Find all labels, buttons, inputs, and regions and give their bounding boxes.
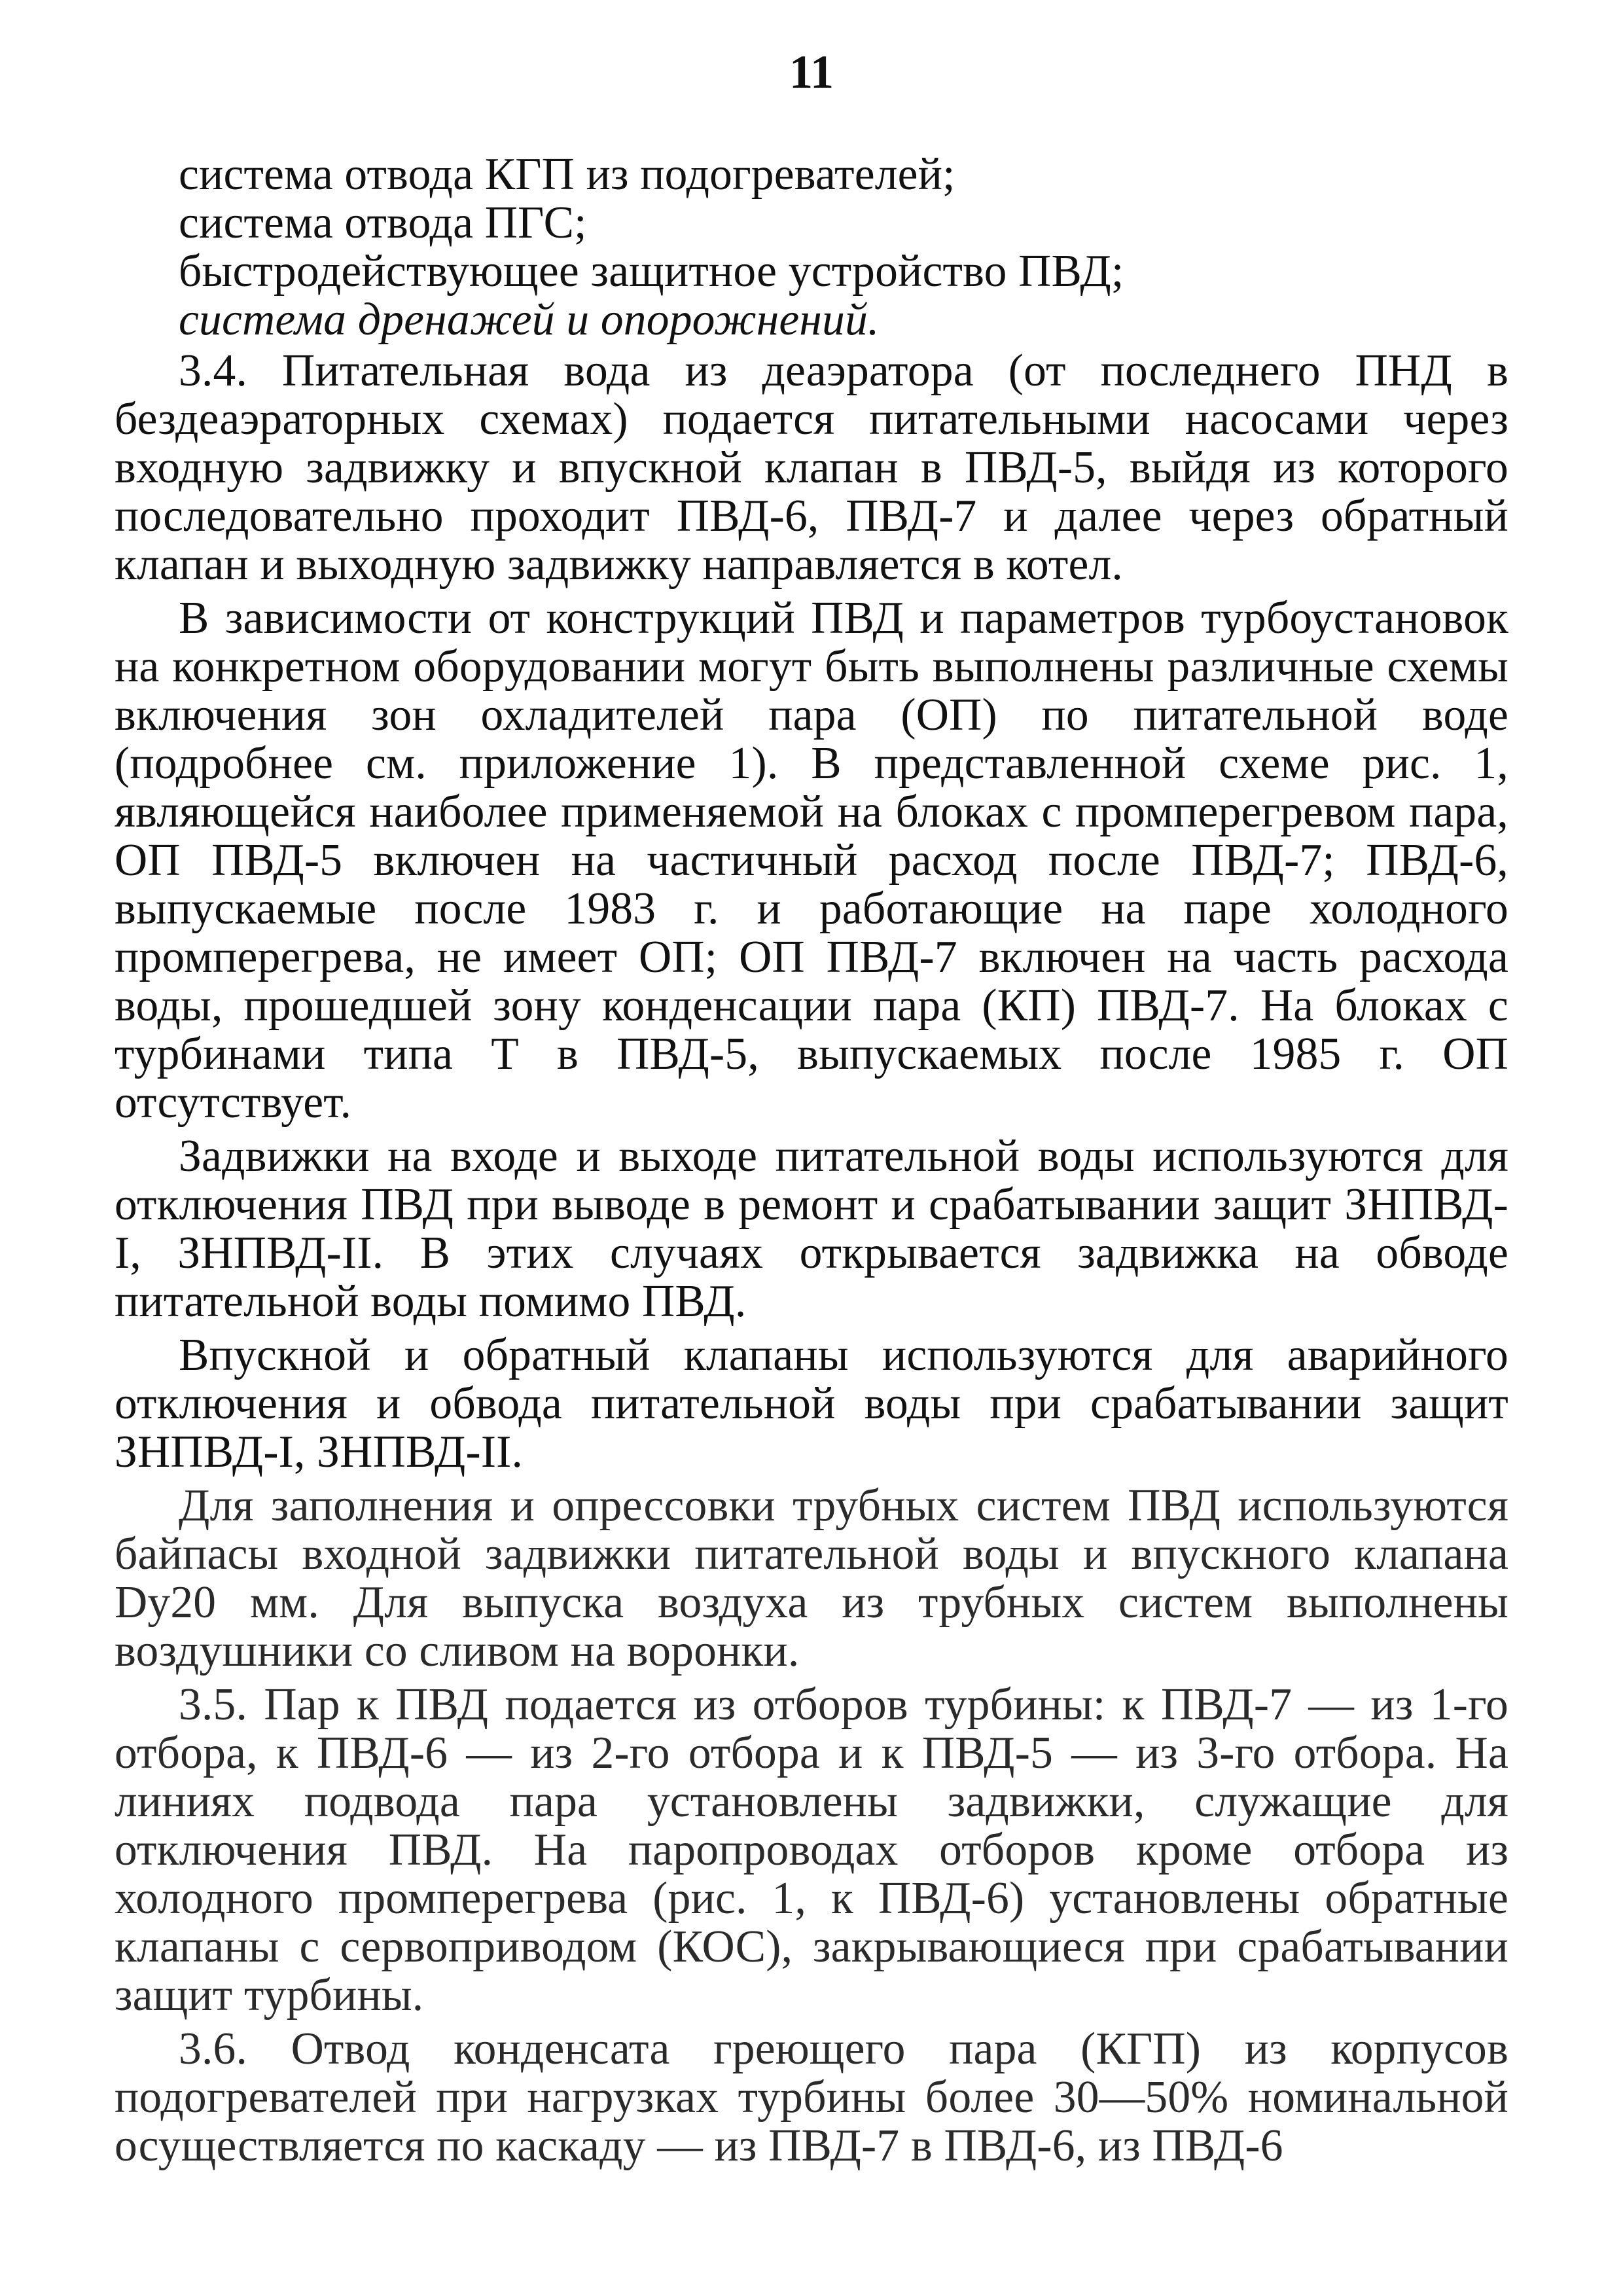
paragraph-inlet-check-valves: Впускной и обратный клапаны используются для аварийного отключения и обвода питательной воды при срабатывании защит ЗНПВД-I, ЗНПВД-II. bbox=[115, 1330, 1508, 1477]
paragraph-valves: Задвижки на входе и выходе питательной воды используются для отключения ПВД при выводе в ремонт и срабатывании защит ЗНПВД-I, ЗНПВД-II. В этих случаях открывается задвижка на обводе питательной воды помимо ПВД. bbox=[115, 1131, 1508, 1327]
systems-list bbox=[115, 151, 1508, 344]
paragraph-3-5: 3.5. Пар к ПВД подается из отборов турбины: к ПВД-7 — из 1-го отбора, к ПВД-6 — из 2-го отбора и к ПВД-5 — из 3-го отбора. На линиях подвода пара установлены задвижки, служащие для отключения ПВД. На паропроводах отборов кроме отбора из холодного промперегрева (рис. 1, к ПВД-6) установлены обратные клапаны с сервоприводом (КОС), закрывающиеся при срабатывании защит турбины. bbox=[115, 1679, 1508, 2020]
paragraph-3-6: 3.6. Отвод конденсата греющего пара (КГП) из корпусов подогревателей при нагрузках турбины более 30—50% номинальной осуществляется по каскаду — из ПВД-7 в ПВД-6, из ПВД-6 bbox=[115, 2024, 1508, 2171]
page-number: 11 bbox=[789, 46, 834, 98]
list-item: быстродействующее защитное устройство ПВД; bbox=[179, 246, 1124, 296]
list-item: система отвода ПГС; bbox=[179, 198, 587, 248]
list-item: система отвода КГП из подогревателей; bbox=[179, 149, 955, 200]
paragraph-3-4: 3.4. Питательная вода из деаэратора (от последнего ПНД в бездеаэраторных схемах) подается питательными насосами через входную задвижку и впускной клапан в ПВД-5, выйдя из которого последовательно проходит ПВД-6, ПВД-7 и далее через обратный клапан и выходную задвижку направляется в котел. bbox=[115, 346, 1508, 590]
paragraph-filling: Для заполнения и опрессовки трубных систем ПВД используются байпасы входной задвижки питательной воды и впускного клапана Dу20 мм. Для выпуска воздуха из трубных систем выполнены воздушники со сливом на воронки. bbox=[115, 1480, 1508, 1676]
list-item: система дренажей и опорожнений. bbox=[179, 295, 880, 345]
page-body bbox=[115, 151, 1508, 2170]
paragraph-schemes: В зависимости от конструкций ПВД и параметров турбоустановок на конкретном оборудовании могут быть выполнены различные схемы включения зон охладителей пара (ОП) по питательной воде (подробнее см. приложение 1). В представленной схеме рис. 1, являющейся наиболее применяемой на блоках с промперегревом пара, ОП ПВД-5 включен на частичный расход после ПВД-7; ПВД-6, выпускаемые после 1983 г. и работающие на паре холодного промперегрева, не имеет ОП; ОП ПВД-7 включен на часть расхода воды, прошедшей зону конденсации пара (КП) ПВД-7. На блоках с турбинами типа Т в ПВД-5, выпускаемых после 1985 г. ОП отсутствует. bbox=[115, 593, 1508, 1128]
